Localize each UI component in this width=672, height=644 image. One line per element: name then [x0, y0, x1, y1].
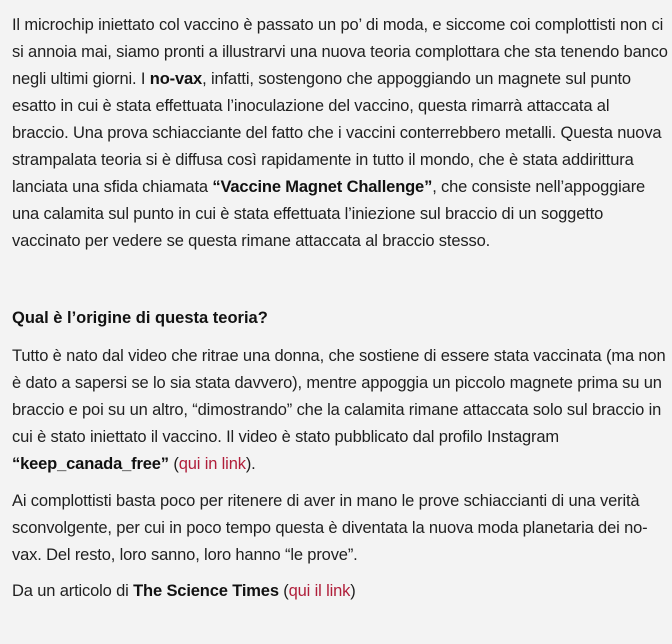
section-heading: Qual è l’origine di questa teoria? — [12, 309, 268, 327]
challenge-name-bold: “Vaccine Magnet Challenge” — [212, 178, 433, 196]
paragraph-conspiracy — [12, 488, 668, 569]
source-text-2: ( — [278, 582, 289, 600]
instagram-profile-bold: “keep_canada_free” — [12, 455, 169, 473]
conspiracy-text: Ai complottisti basta poco per ritenere di aver in mano le prove schiaccianti di una verità sconvolgente, per cui in poco tempo questa è diventata la nuova moda planetaria dei no-vax. Del resto, loro sanno, loro hanno “le prove”. — [12, 492, 648, 564]
paragraph-intro — [12, 12, 668, 255]
source-article-link[interactable]: qui il link — [288, 582, 351, 600]
origin-text-2: ( — [168, 455, 179, 473]
instagram-video-link[interactable]: qui in link — [178, 455, 246, 473]
paragraph-origin — [12, 343, 668, 478]
intro-text-1: Il microchip iniettato col vaccino è passato un po’ di moda, e siccome coi complottisti non ci si annoia mai, siamo pronti a illustrarvi una nuova teoria complottara che sta tenendo banco negli ultimi giorni. I — [12, 16, 668, 88]
intro-text-3: , che consiste nell’appoggiare una calamita sul punto in cui è stata effettuata l’iniezione sul braccio di un soggetto vaccinato per vedere se questa rimane attaccata al braccio stesso. — [12, 178, 646, 250]
no-vax-bold: no-vax — [149, 70, 203, 88]
origin-text-3: ). — [245, 455, 256, 473]
source-name-bold: The Science Times — [133, 582, 279, 600]
source-text-3: ) — [350, 582, 356, 600]
paragraph-source — [12, 578, 668, 605]
origin-text-1: Tutto è nato dal video che ritrae una donna, che sostiene di essere stata vaccinata (ma non è dato a sapersi se lo sia stata davvero), mentre appoggia un piccolo magnete prima su un braccio e poi su un altro, “dimostrando” che la calamita rimane attaccata solo sul braccio in cui è stato iniettato il vaccino. Il video è stato pubblicato dal profilo Instagram — [12, 347, 666, 446]
source-text-1: Da un articolo di — [12, 582, 134, 600]
intro-text-2: , infatti, sostengono che appoggiando un magnete sul punto esatto in cui è stata effettuata l’inoculazione del vaccino, questa rimarrà attaccata al braccio. Una prova schiacciante del fatto che i vaccini conterrebbero metalli. Questa nuova strampalata teoria si è diffusa così rapidamente in tutto il mondo, che è stata addirittura lanciata una sfida chiamata — [12, 70, 662, 196]
